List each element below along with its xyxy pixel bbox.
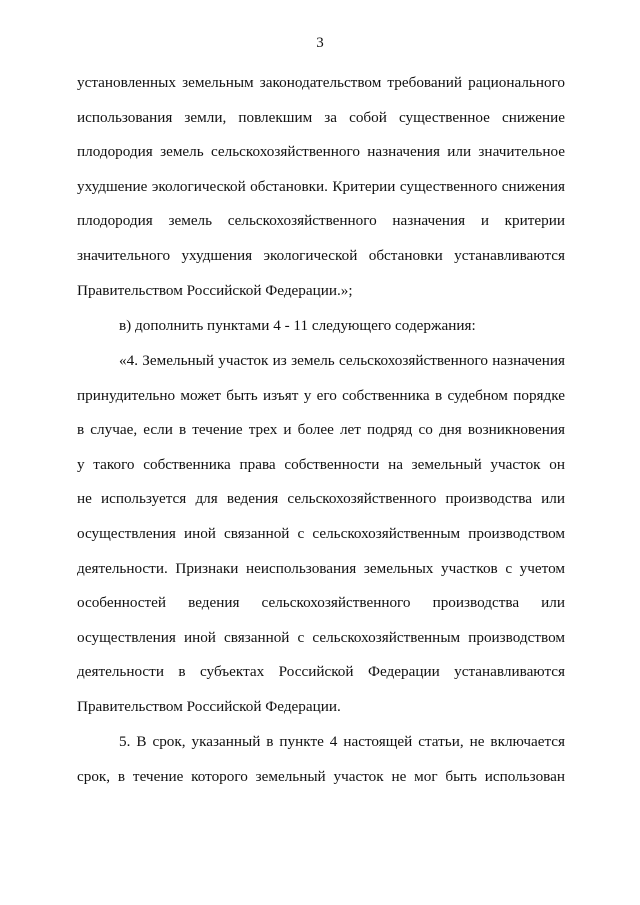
text-line: ухудшение экологической обстановки. Критерии существенного снижения [77, 177, 565, 195]
text-line: деятельности в субъектах Российской Федерации устанавливаются [77, 663, 565, 681]
text-line: деятельности. Признаки неиспользования земельных участков с учетом [77, 559, 565, 577]
text-line: осуществления иной связанной с сельскохозяйственным производством [77, 628, 565, 646]
paragraph-amendment-intro [77, 309, 565, 344]
text-line: установленных земельным законодательством требований рационального [77, 74, 565, 91]
text-line: Правительством Российской Федерации.»; [77, 281, 353, 299]
text-line: плодородия земель сельскохозяйственного назначения или значительное [77, 143, 565, 161]
text-line: срок, в течение которого земельный участок не мог быть использован [77, 767, 565, 785]
paragraph-item-4 [77, 344, 565, 725]
paragraph-continuation [77, 66, 565, 308]
page-number: 3 [316, 35, 324, 51]
text-line: в случае, если в течение трех и более лет подряд со дня возникновения [77, 421, 565, 439]
text-line: особенностей ведения сельскохозяйственного производства или [77, 594, 565, 612]
text-line: 5. В срок, указанный в пункте 4 настоящей статьи, не включается [119, 733, 565, 750]
text-line: Правительством Российской Федерации. [77, 697, 341, 715]
text-line: у такого собственника права собственности на земельный участок он [77, 455, 565, 473]
text-line: использования земли, повлекшим за собой существенное снижение [77, 108, 565, 126]
text-line: плодородия земель сельскохозяйственного назначения и критерии [77, 212, 565, 230]
paragraph-item-5 [77, 725, 565, 794]
text-line: принудительно может быть изъят у его собственника в судебном порядке [77, 386, 565, 404]
text-line: осуществления иной связанной с сельскохозяйственным производством [77, 524, 565, 542]
text-line: не используется для ведения сельскохозяйственного производства или [77, 490, 565, 508]
text-line: «4. Земельный участок из земель сельскохозяйственного назначения [119, 352, 565, 369]
text-line: в) дополнить пунктами 4 - 11 следующего содержания: [119, 317, 476, 334]
text-line: значительного ухудшения экологической обстановки устанавливаются [77, 246, 565, 264]
